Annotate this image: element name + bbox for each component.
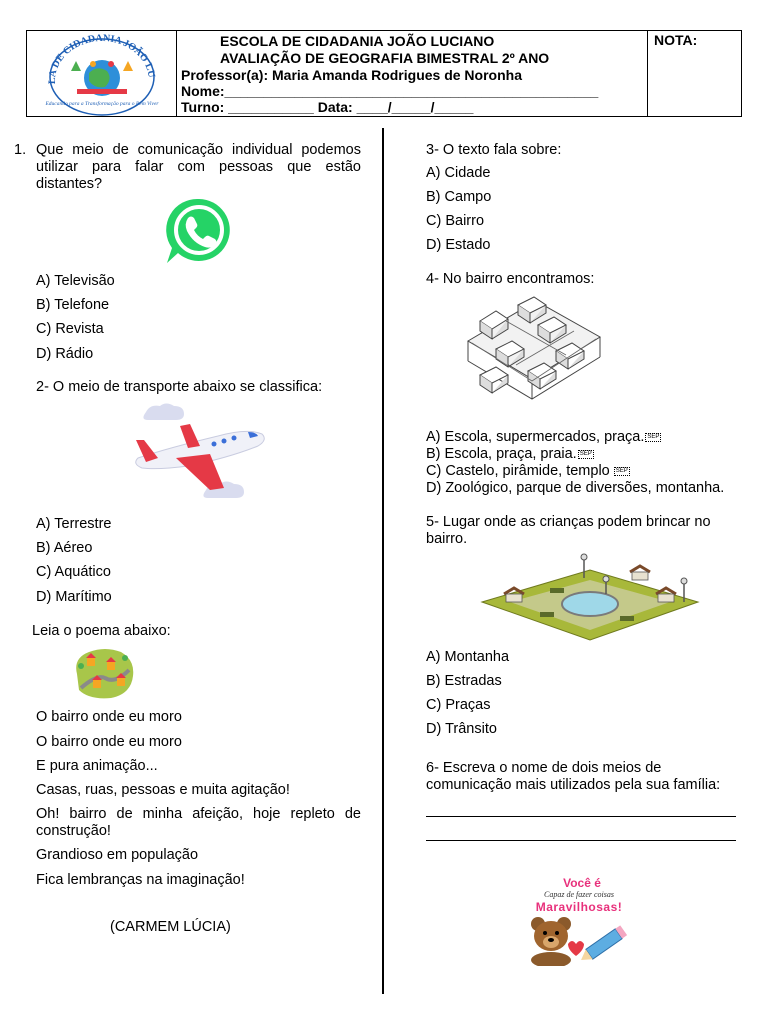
q3-option-d[interactable]: D) Estado [426, 237, 491, 253]
poem-line-4: Casas, ruas, pessoas e muita agitação! [36, 782, 290, 798]
logo-arc-text: LA DE CIDADANIA JOÃO LU [46, 32, 157, 85]
q4-option-c-label: C) Castelo, pirâmide, templo [426, 463, 610, 479]
q6-question: 6- Escreva o nome de dois meios de comunicação mais utilizados pela sua família: [426, 760, 721, 793]
q1-option-d[interactable]: D) Rádio [36, 346, 94, 362]
q2-option-b[interactable]: B) Aéreo [36, 540, 93, 556]
q4-option-b[interactable] [426, 446, 594, 463]
q5-option-c[interactable]: C) Praças [426, 697, 491, 713]
school-name: ESCOLA DE CIDADANIA JOÃO LUCIANO [220, 33, 495, 49]
q1-option-a[interactable]: A) Televisão [36, 273, 115, 289]
neighborhood-drawing [466, 291, 602, 415]
q3-option-a[interactable]: A) Cidade [426, 165, 491, 181]
q3-option-c[interactable]: C) Bairro [426, 213, 485, 229]
plaza-illustration [480, 552, 700, 642]
teddy-bear-pencil-icon [524, 914, 634, 966]
q4-question: 4- No bairro encontramos: [426, 271, 595, 287]
grade-cell[interactable] [647, 31, 741, 116]
q1-option-b[interactable]: B) Telefone [36, 297, 110, 313]
q4-option-d[interactable]: D) Zoológico, parque de diversões, montanha. [426, 480, 725, 496]
sep-glyph: SEP [615, 467, 628, 474]
logo-motto: Educando para a Transformação para o Bem Viver [45, 101, 159, 107]
sticker-text-2: Capaz de fazer coisas [544, 890, 614, 899]
teacher-name: Professor(a): Maria Amanda Rodrigues de Noronha [181, 67, 522, 83]
q1-number: 1. [14, 142, 27, 158]
q4-option-b-label: B) Escola, praça, praia. [426, 446, 577, 462]
column-divider [382, 128, 384, 994]
school-logo [27, 31, 177, 116]
q1-option-c[interactable]: C) Revista [36, 321, 104, 337]
school-logo-cell [27, 31, 177, 116]
sticker-text-3: Maravilhosas! [535, 900, 623, 914]
poem-intro: Leia o poema abaixo: [32, 623, 171, 639]
q3-question: 3- O texto fala sobre: [426, 142, 562, 158]
q2-option-d[interactable]: D) Marítimo [36, 589, 112, 605]
q5-question: 5- Lugar onde as crianças podem brincar no bairro. [426, 514, 711, 547]
airplane-icon [128, 400, 270, 504]
q5-option-a[interactable]: A) Montanha [426, 649, 510, 665]
q4-option-a[interactable] [426, 429, 661, 446]
q2-option-a[interactable]: A) Terrestre [36, 516, 112, 532]
poem-line-2: O bairro onde eu moro [36, 734, 182, 750]
q6-answer-line-2[interactable] [426, 840, 736, 841]
sep-glyph: SEP [647, 433, 660, 440]
exam-title: AVALIAÇÃO DE GEOGRAFIA BIMESTRAL 2º ANO [220, 50, 550, 66]
q4-option-c[interactable] [426, 463, 630, 480]
encouragement-sticker [524, 874, 634, 966]
q6-answer-line-1[interactable] [426, 816, 736, 817]
sticker-text-1: Você é [563, 876, 601, 890]
poem-author: (CARMEM LÚCIA) [110, 919, 231, 935]
whatsapp-icon [164, 196, 234, 266]
grade-label: NOTA: [654, 32, 698, 48]
q4-option-a-label: A) Escola, supermercados, praça. [426, 429, 645, 445]
poem-line-6: Grandioso em população [36, 847, 199, 863]
poem-line-3: E pura animação... [36, 758, 158, 774]
shift-date-field[interactable]: Turno: ___________ Data: ____/_____/_____ [181, 99, 474, 115]
q2-question: 2- O meio de transporte abaixo se classifica: [36, 379, 323, 395]
poem-line-1: O bairro onde eu moro [36, 709, 182, 725]
poem-line-7: Fica lembranças na imaginação! [36, 872, 245, 888]
sep-glyph: SEP [579, 450, 592, 457]
q5-option-b[interactable]: B) Estradas [426, 673, 502, 689]
exam-info [177, 31, 647, 116]
exam-header [26, 30, 742, 117]
q5-option-d[interactable]: D) Trânsito [426, 721, 497, 737]
q1-question: Que meio de comunicação individual podemos utilizar para falar com pessoas que estão distantes? [36, 142, 361, 192]
neighborhood-map-icon [71, 644, 137, 702]
poem-line-5: Oh! bairro de minha afeição, hoje repleto de construção! [36, 806, 361, 839]
student-name-field[interactable]: Nome:________________________________________________ [181, 83, 599, 99]
q3-option-b[interactable]: B) Campo [426, 189, 492, 205]
q2-option-c[interactable]: C) Aquático [36, 564, 111, 580]
